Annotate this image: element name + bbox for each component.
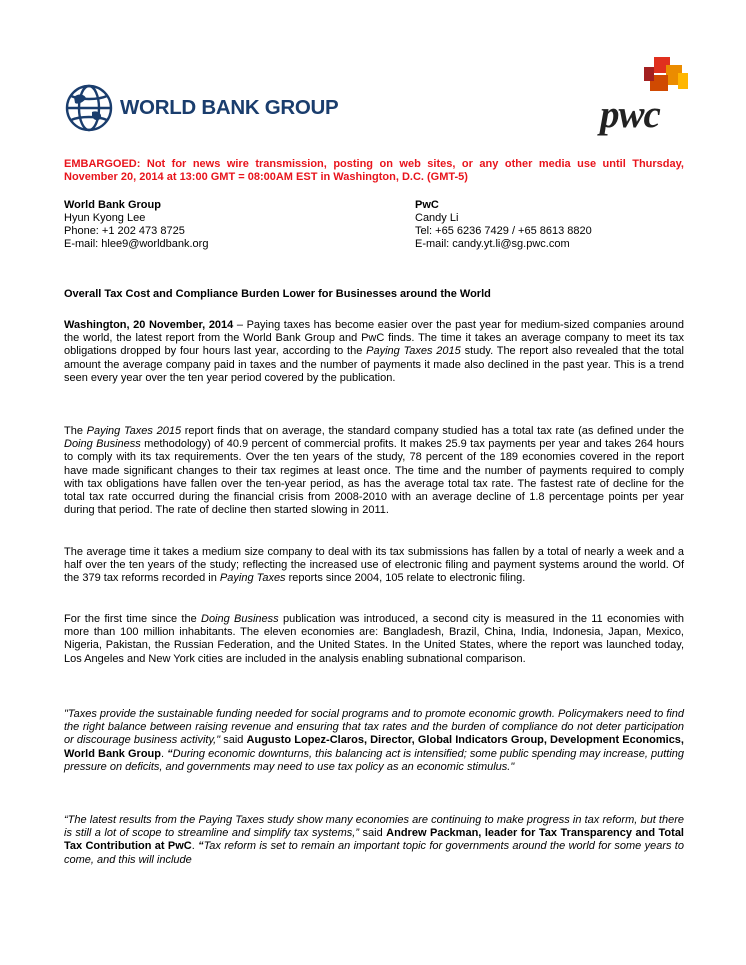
quote-text: “The latest results from the Paying Taxes study show many economies are continuing to make progress in tax reform, but there is still a lot of scope to streamline and simplify tax systems,” <box>64 814 684 840</box>
report-title: Paying Taxes 2015 <box>86 425 182 437</box>
contact-email: E-mail: candy.yt.li@sg.pwc.com <box>415 238 570 250</box>
quote-text: Tax reform is set to remain an important topic for governments around the world for some years to come, and this will include <box>64 840 684 866</box>
text-run: . <box>161 747 168 760</box>
paragraph-6-quote <box>64 814 684 867</box>
speaker-name: Andrew Packman, leader for Tax Transparency and Total Tax Contribution at PwC <box>64 827 684 853</box>
pwc-wordmark: pwc <box>600 93 660 136</box>
report-title: Paying Taxes 2015 <box>366 345 461 358</box>
text-run: The <box>64 425 87 437</box>
quote-text: During economic downturns, this balancing act is intensified; some public spending may increase, putting pressure on deficits, and governments may need to use tax policy as an economic stimulus." <box>64 747 684 773</box>
world-bank-group-logo <box>64 82 354 134</box>
text-run: publication was introduced, a second city is measured in the 11 economies with more than 100 million inhabitants. The eleven economies are: Bangladesh, Brazil, China, India, Indonesia, Japan, Mexico, Nigeria, Pakistan, the Russian Federation, and the United States. In the United States, where the report was launched today, Los Angeles and New York cities are included in the analysis enabling subnational comparison. <box>64 613 684 665</box>
contact-email: E-mail: hlee9@worldbank.org <box>64 238 209 250</box>
quote-mark: “ <box>198 840 204 853</box>
pwc-mark-block-3 <box>678 73 688 89</box>
globe-icon <box>64 83 114 133</box>
publication-title: Doing Business <box>64 438 141 451</box>
contact-world-bank <box>64 199 208 251</box>
contact-org: PwC <box>415 199 439 211</box>
text-run: – Paying taxes has become easier over the past year for medium-sized companies around the world, the latest report from the World Bank Group and PwC finds. The time it takes an average company to meet its tax obligations dropped by four hours last year, according to the <box>64 319 684 358</box>
text-run: said <box>359 827 387 840</box>
text-run: reports since 2004, 105 relate to electronic filing. <box>285 572 526 585</box>
contact-name: Candy Li <box>415 212 459 224</box>
speaker-name: Augusto Lopez-Claros, Director, Global Indicators Group, Development Economics, World Bank Group <box>64 734 684 760</box>
quote-text: "Taxes provide the sustainable funding needed for social programs and to promote economic growth. Policymakers need to find the right balance between raising revenue and ensuring that tax rates and the burden of compliance do not deter participation or discourage business activity," <box>64 708 684 747</box>
text-run: For the first time since the <box>64 613 201 625</box>
quote-mark: “ <box>167 747 173 760</box>
text-run: study. The report also revealed that the total amount the average company paid in taxes and the number of payments it made also declined in the past year. This is a trend seen every year over the ten year period covered by the publication. <box>64 345 684 384</box>
text-run: said <box>220 734 247 747</box>
paragraph-2 <box>64 425 684 517</box>
text-run: The average time it takes a medium size company to deal with its tax submissions has fallen by a total of nearly a week and a half over the ten years of the study; reflecting the increased use of electronic filing and payment systems around the world. Of the 379 tax reforms recorded in <box>64 546 684 585</box>
text-run: methodology) of 40.9 percent of commercial profits. It makes 25.9 tax payments per year and takes 264 hours to comply with its tax requirements. Over the ten years of the study, 78 percent of the 189 economies covered in the report have made significant changes to their tax regimes at least once. The time and the number of payments required to comply with tax obligations have fallen over the ten-year period, as has the average total tax rate. The fastest rate of decline for the total tax rate occurred during the financial crisis from 2008-2010 with an average decline of 1.8 percentage points per year during that period. The rate of decline then started slowing in 2011. <box>64 438 684 517</box>
text-run: . <box>191 840 199 853</box>
paragraph-3 <box>64 546 684 586</box>
contact-phone: Tel: +65 6236 7429 / +65 8613 8820 <box>415 225 592 237</box>
report-title: Paying Taxes <box>219 572 286 585</box>
contact-name: Hyun Kyong Lee <box>64 212 146 224</box>
publication-title: Doing Business <box>201 613 279 625</box>
embargo-notice: EMBARGOED: Not for news wire transmission, posting on web sites, or any other media use until Thursday, November 20, 2014 at 13:00 GMT = 08:00AM EST in Washington, D.C. (GMT-5) <box>64 158 684 183</box>
contact-pwc <box>415 199 592 251</box>
paragraph-1 <box>64 319 684 385</box>
paragraph-5-quote <box>64 708 684 774</box>
pwc-mark-block-5 <box>644 67 654 81</box>
contact-phone: Phone: +1 202 473 8725 <box>64 225 185 237</box>
paragraph-4 <box>64 613 684 666</box>
pwc-logo <box>600 57 692 137</box>
text-run: report finds that on average, the standard company studied has a total tax rate (as defined under the <box>181 425 684 437</box>
world-bank-group-wordmark: WORLD BANK GROUP <box>120 96 339 119</box>
contact-org: World Bank Group <box>64 199 161 211</box>
dateline: Washington, 20 November, 2014 <box>64 319 234 331</box>
headline: Overall Tax Cost and Compliance Burden Lower for Businesses around the World <box>64 288 491 300</box>
